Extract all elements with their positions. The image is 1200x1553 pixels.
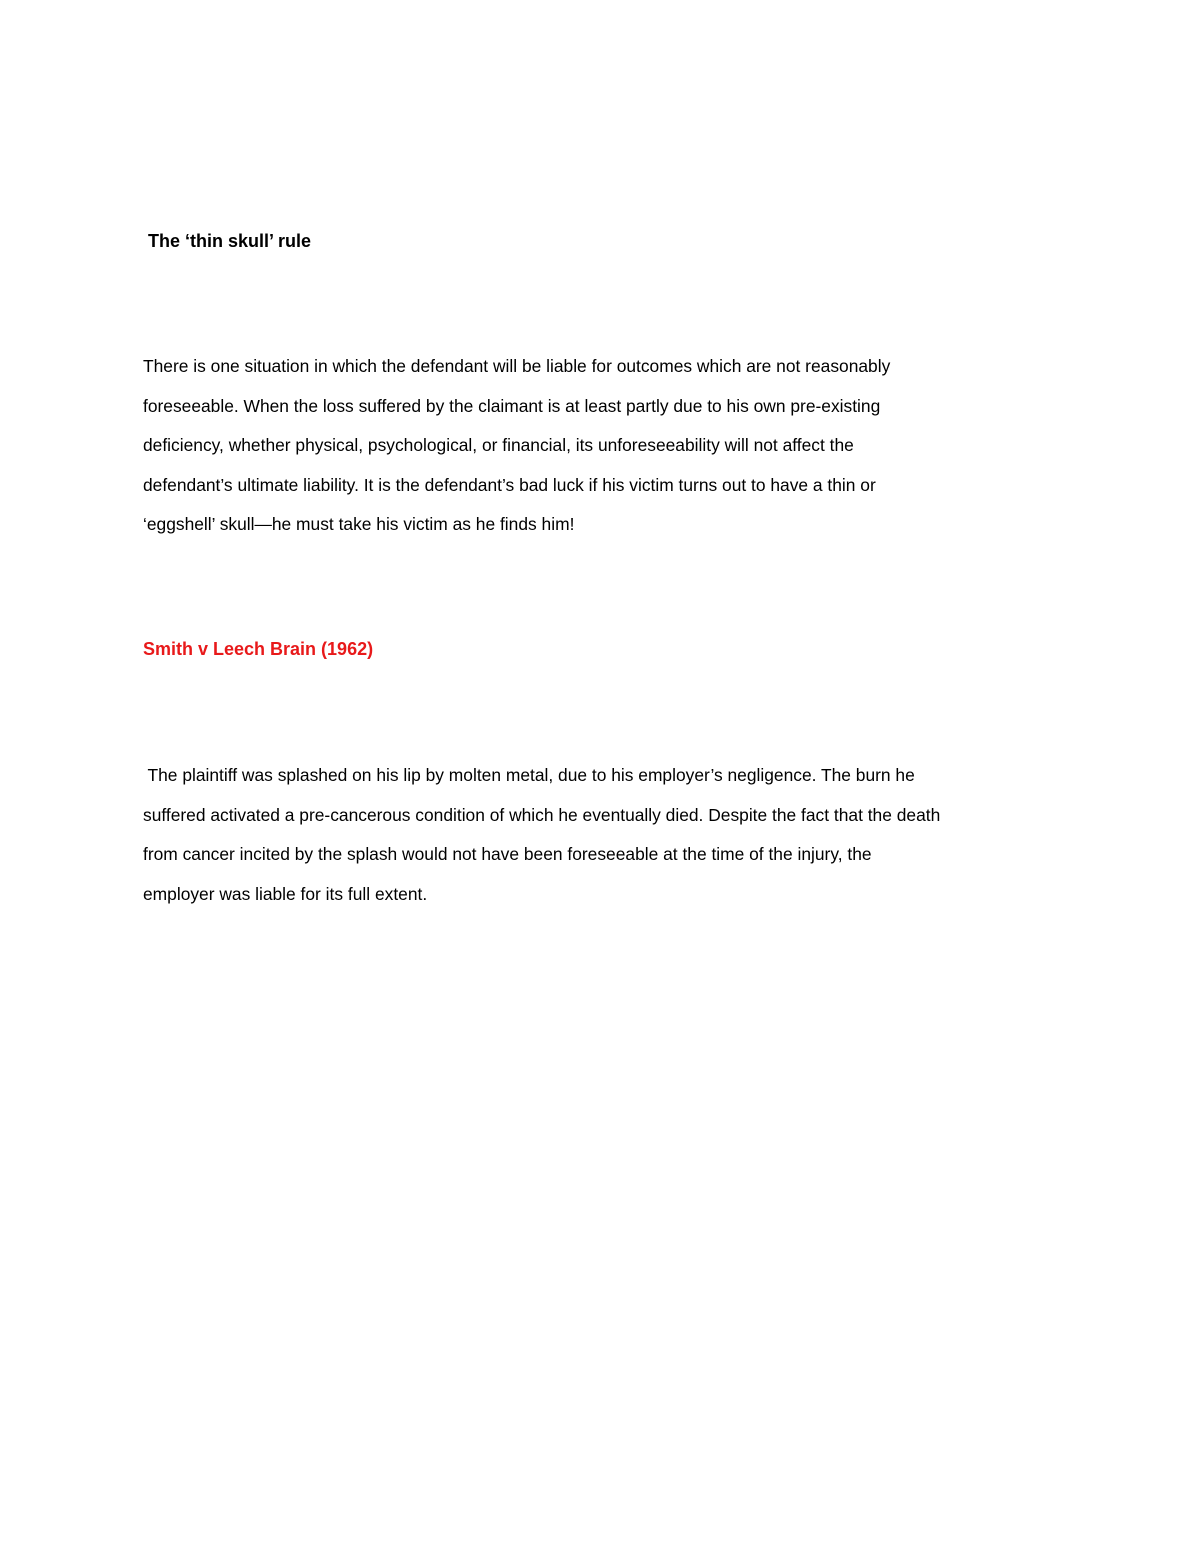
paragraph-line: suffered activated a pre-cancerous condition of which he eventually died. Despite the fact that the death (143, 804, 941, 825)
case-title: Smith v Leech Brain (1962) (143, 639, 374, 659)
paragraph-line: employer was liable for its full extent. (143, 883, 428, 904)
paragraph-line: The plaintiff was splashed on his lip by molten metal, due to his employer’s negligence. The burn he (143, 765, 915, 785)
paragraph-line: defendant’s ultimate liability. It is the defendant’s bad luck if his victim turns out to have a thin or (143, 474, 876, 495)
paragraph-line: foreseeable. When the loss suffered by the claimant is at least partly due to his own pre-existing (143, 395, 881, 416)
paragraph-line: There is one situation in which the defendant will be liable for outcomes which are not reasonably (143, 356, 891, 376)
body-paragraph-intro (143, 347, 1073, 545)
section-heading: The ‘thin skull’ rule (143, 231, 312, 251)
body-paragraph-case (143, 756, 1073, 914)
paragraph-line: deficiency, whether physical, psychological, or financial, its unforeseeability will not affect the (143, 435, 854, 455)
paragraph-line: from cancer incited by the splash would not have been foreseeable at the time of the injury, the (143, 844, 872, 864)
paragraph-line: ‘eggshell’ skull—he must take his victim as he finds him! (143, 514, 575, 534)
